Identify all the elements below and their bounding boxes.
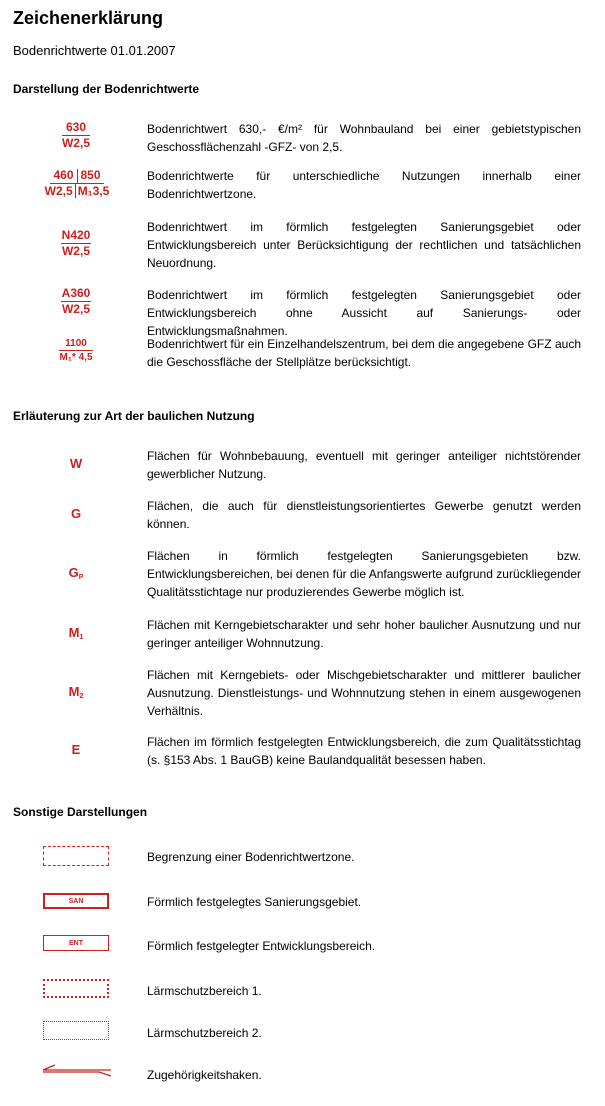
symbol-letter: M <box>68 625 80 640</box>
nutzung-symbol-e <box>62 742 90 758</box>
symbol-subscript: P <box>78 574 84 581</box>
legend-description: Flächen, die auch für dienstleistungsorientiertes Gewerbe genutzt werden können. <box>147 499 581 531</box>
symbol-top: 1100 <box>59 338 92 351</box>
section-heading-darstellung: Darstellung der Bodenrichtwerte <box>13 82 200 96</box>
legend-description: Bodenrichtwert für ein Einzelhandelszentrum, bei dem die angegebene GFZ auch die Geschossfläche der Stellplätze berücksichtigt. <box>147 337 581 369</box>
symbol-bottom: W2,5 <box>61 302 90 316</box>
richtwert-symbol <box>50 121 102 152</box>
nutzung-symbol-gp <box>62 565 90 581</box>
richtwert-symbol <box>50 287 102 318</box>
symbol-letter: E <box>71 742 81 757</box>
nutzung-symbol-m1 <box>62 625 90 641</box>
symbol-subscript: 2 <box>79 693 84 700</box>
san-box-symbol <box>43 893 109 909</box>
richtwert-symbol <box>46 338 106 363</box>
nutzung-symbol-m2 <box>62 684 90 700</box>
symbol-bottom-left: W2,5 <box>43 184 76 198</box>
symbol-bottom-right: M₁3,5 <box>77 184 110 198</box>
legend-description: Lärmschutzbereich 2. <box>147 1026 262 1040</box>
symbol-bottom: M₁* 4,5 <box>59 352 93 363</box>
legend-description: Förmlich festgelegter Entwicklungsbereich. <box>147 939 376 953</box>
zone-boundary-symbol <box>43 846 109 866</box>
symbol-top-left: 460 <box>50 169 77 184</box>
laermschutz-2-symbol <box>43 1021 109 1040</box>
page-title: Zeichenerklärung <box>13 8 164 28</box>
legend-description: Flächen für Wohnbebauung, eventuell mit geringer anteiliger nichtstörender gewerblicher Nutzung. <box>147 449 581 481</box>
ent-label: ENT <box>69 939 83 947</box>
symbol-top: N420 <box>61 228 91 242</box>
section-heading-sonstige: Sonstige Darstellungen <box>13 805 148 819</box>
section-heading-nutzung: Erläuterung zur Art der baulichen Nutzung <box>13 409 255 423</box>
san-label: SAN <box>68 897 84 905</box>
page-subtitle: Bodenrichtwerte 01.01.2007 <box>13 43 176 58</box>
symbol-top: 630 <box>62 121 90 136</box>
legend-description: Flächen im förmlich festgelegten Entwicklungsbereich, die zum Qualitätsstichtag (s. §153 Abs. 1 BauGB) keine Baulandqualität besessen haben. <box>147 735 581 767</box>
legend-description: Flächen in förmlich festgelegten Sanierungsgebieten bzw. Entwicklungsbereichen, bei denen für die Anfangswerte aufgrund zurückliegender Qualitätsstichtage nur produzierendes Gewerbe möglich ist. <box>147 549 581 599</box>
ent-box-symbol <box>43 935 109 951</box>
legend-description: Flächen mit Kerngebietscharakter und sehr hoher baulicher Ausnutzung und nur geringer anteiliger Wohnnutzung. <box>147 618 581 650</box>
legend-description: Bodenrichtwert im förmlich festgelegten Sanierungsgebiet oder Entwicklungsbereich unter Berücksichtigung der rechtlichen und tatsächlichen Neuordnung. <box>147 220 581 270</box>
symbol-letter: G <box>68 565 79 580</box>
laermschutz-1-symbol <box>43 979 109 998</box>
nutzung-symbol-g <box>62 506 90 522</box>
symbol-letter: M <box>68 684 80 699</box>
symbol-top-right: 850 <box>78 169 104 184</box>
legend-description: Lärmschutzbereich 1. <box>147 984 262 998</box>
symbol-subscript: 1 <box>79 634 84 641</box>
legend-description: Bodenrichtwerte für unterschiedliche Nutzungen innerhalb einer Bodenrichtwertzone. <box>147 169 581 201</box>
richtwert-split-symbol <box>40 169 114 198</box>
legend-description: Begrenzung einer Bodenrichtwertzone. <box>147 850 355 864</box>
symbol-letter: G <box>70 506 82 521</box>
symbol-top: A360 <box>61 286 91 300</box>
legend-description: Bodenrichtwert im förmlich festgelegten Sanierungsgebiet oder Entwicklungsbereich ohne Aussicht auf Sanierungs- oder Entwicklungsmaßnahmen. <box>147 288 581 338</box>
symbol-letter: W <box>69 456 83 471</box>
nutzung-symbol-w <box>62 456 90 472</box>
legend-description: Flächen mit Kerngebiets- oder Mischgebietscharakter und mittlerer baulicher Ausnutzung. Dienstleistungs- und Wohnnutzung stehen in einem ausgewogenen Verhältnis. <box>147 668 581 718</box>
hook-arrow-icon <box>41 1063 113 1079</box>
legend-description: Förmlich festgelegtes Sanierungsgebiet. <box>147 895 362 909</box>
legend-description: Zugehörigkeitshaken. <box>147 1068 262 1082</box>
symbol-bottom: W2,5 <box>61 244 90 258</box>
legend-description: Bodenrichtwert 630,- €/m² für Wohnbauland bei einer gebietstypischen Geschossflächenzahl -GFZ- von 2,5. <box>147 122 581 154</box>
symbol-bottom: W2,5 <box>61 136 90 150</box>
richtwert-symbol <box>50 229 102 260</box>
